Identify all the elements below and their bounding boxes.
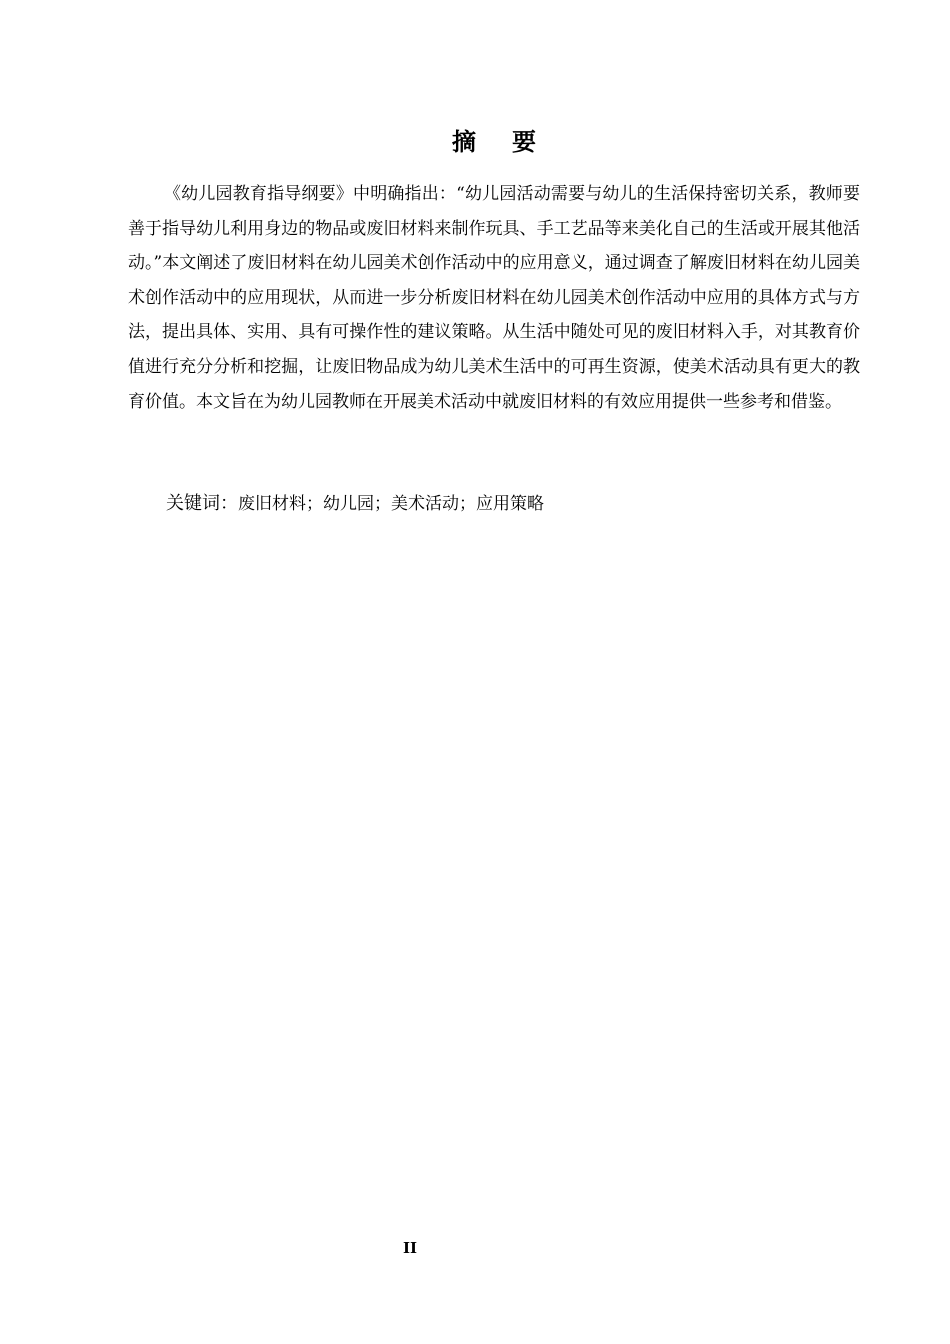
keywords-label: 关键词： — [166, 493, 238, 514]
abstract-body: 《幼儿园教育指导纲要》中明确指出：“幼儿园活动需要与幼儿的生活保持密切关系，教师要善于指导幼儿利用身边的物品或废旧材料来制作玩具、手工艺品等来美化自己的生活或开展其他活动。”本文阐述了废旧材料在幼儿园美术创作活动中的应用意义，通过调查了解废旧材料在幼儿园美术创作活动中的应用现状，从而进一步分析废旧材料在幼儿园美术创作活动中应用的具体方式与方法，提出具体、实用、具有可操作性的建议策略。从生活中随处可见的废旧材料入手，对其教育价值进行充分分析和挖掘，让废旧物品成为幼儿美术生活中的可再生资源，使美术活动具有更大的教育价值。本文旨在为幼儿园教师在开展美术活动中就废旧材料的有效应用提供一些参考和借鉴。 — [128, 184, 860, 412]
page-number: II — [402, 1239, 418, 1257]
abstract-title — [0, 124, 950, 160]
abstract-title-right: 要 — [512, 128, 538, 156]
abstract-title-left: 摘 — [452, 128, 478, 156]
keywords-list: 废旧材料；幼儿园；美术活动；应用策略 — [238, 494, 544, 514]
keywords-line — [166, 488, 846, 520]
